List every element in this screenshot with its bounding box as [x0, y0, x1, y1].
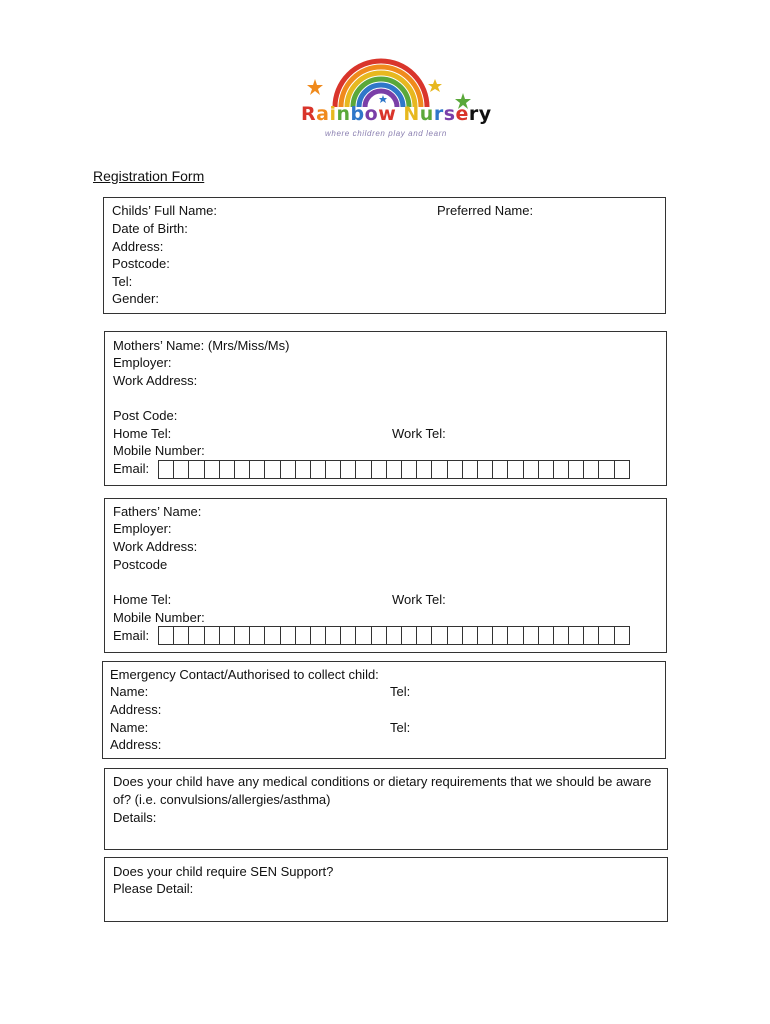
email-char-box[interactable] — [249, 460, 265, 479]
email-char-box[interactable] — [492, 460, 508, 479]
email-char-box[interactable] — [568, 460, 584, 479]
email-char-box[interactable] — [371, 460, 387, 479]
email-char-box[interactable] — [431, 626, 447, 645]
child-preferred-name-label: Preferred Name: — [437, 203, 534, 218]
email-char-box[interactable] — [477, 626, 493, 645]
mother-name-label: Mothers’ Name: (Mrs/Miss/Ms) — [113, 338, 290, 353]
email-char-box[interactable] — [371, 626, 387, 645]
email-char-box[interactable] — [386, 460, 402, 479]
mother-employer-label: Employer: — [113, 355, 172, 370]
email-char-box[interactable] — [295, 626, 311, 645]
email-char-box[interactable] — [204, 460, 220, 479]
email-char-box[interactable] — [431, 460, 447, 479]
email-char-box[interactable] — [310, 460, 326, 479]
child-full-name-label: Childs’ Full Name: — [112, 203, 217, 218]
email-char-box[interactable] — [280, 460, 296, 479]
star-icon — [428, 79, 442, 92]
star-icon — [307, 79, 323, 95]
child-dob-label: Date of Birth: — [112, 221, 188, 236]
email-char-box[interactable] — [507, 460, 523, 479]
father-work-address-label: Work Address: — [113, 539, 198, 554]
email-char-box[interactable] — [447, 460, 463, 479]
child-address-label: Address: — [112, 239, 164, 254]
mother-mobile-label: Mobile Number: — [113, 443, 205, 458]
email-char-box[interactable] — [401, 626, 417, 645]
medical-details-label: Details: — [113, 810, 157, 825]
father-employer-label: Employer: — [113, 521, 172, 536]
emergency-name-1-label: Name: — [110, 684, 149, 699]
email-char-box[interactable] — [538, 626, 554, 645]
email-char-box[interactable] — [188, 460, 204, 479]
star-icon — [379, 95, 387, 103]
email-char-box[interactable] — [416, 460, 432, 479]
email-char-box[interactable] — [598, 460, 614, 479]
mother-home-tel-label: Home Tel: — [113, 426, 172, 441]
email-char-box[interactable] — [234, 460, 250, 479]
email-char-box[interactable] — [477, 460, 493, 479]
email-char-box[interactable] — [173, 460, 189, 479]
email-char-box[interactable] — [386, 626, 402, 645]
father-work-tel-label: Work Tel: — [392, 592, 446, 607]
father-name-label: Fathers’ Name: — [113, 504, 202, 519]
email-char-box[interactable] — [219, 460, 235, 479]
email-char-box[interactable] — [249, 626, 265, 645]
email-char-box[interactable] — [553, 460, 569, 479]
email-char-box[interactable] — [173, 626, 189, 645]
sen-question: Does your child require SEN Support? — [113, 864, 334, 879]
form-title: Registration Form — [93, 168, 205, 184]
email-char-box[interactable] — [416, 626, 432, 645]
father-postcode-label: Postcode — [113, 557, 168, 572]
email-char-box[interactable] — [523, 626, 539, 645]
email-char-box[interactable] — [158, 626, 174, 645]
email-char-box[interactable] — [188, 626, 204, 645]
rainbow-nursery-logo — [275, 55, 490, 155]
email-char-box[interactable] — [447, 626, 463, 645]
email-char-box[interactable] — [234, 626, 250, 645]
logo-wordmark: Rainbow Nursery — [301, 103, 492, 125]
email-char-box[interactable] — [462, 460, 478, 479]
emergency-tel-1-label: Tel: — [390, 684, 411, 699]
child-postcode-label: Postcode: — [112, 256, 170, 271]
mother-email-label: Email: — [113, 461, 150, 476]
email-char-box[interactable] — [158, 460, 174, 479]
child-tel-label: Tel: — [112, 274, 133, 289]
father-mobile-label: Mobile Number: — [113, 610, 205, 625]
mother-work-address-label: Work Address: — [113, 373, 198, 388]
email-char-box[interactable] — [553, 626, 569, 645]
email-char-box[interactable] — [295, 460, 311, 479]
mother-email-grid[interactable] — [158, 460, 629, 479]
email-char-box[interactable] — [219, 626, 235, 645]
email-char-box[interactable] — [583, 460, 599, 479]
email-char-box[interactable] — [492, 626, 508, 645]
email-char-box[interactable] — [264, 626, 280, 645]
emergency-address-1-label: Address: — [110, 702, 162, 717]
email-char-box[interactable] — [538, 460, 554, 479]
mother-post-code-label: Post Code: — [113, 408, 178, 423]
father-email-grid[interactable] — [158, 626, 629, 645]
mother-work-tel-label: Work Tel: — [392, 426, 446, 441]
email-char-box[interactable] — [598, 626, 614, 645]
logo-tagline: where children play and learn — [325, 129, 447, 138]
email-char-box[interactable] — [280, 626, 296, 645]
father-home-tel-label: Home Tel: — [113, 592, 172, 607]
email-char-box[interactable] — [523, 460, 539, 479]
email-char-box[interactable] — [325, 626, 341, 645]
email-char-box[interactable] — [401, 460, 417, 479]
emergency-heading: Emergency Contact/Authorised to collect child: — [110, 667, 379, 682]
sen-detail-label: Please Detail: — [113, 881, 194, 896]
medical-question: Does your child have any medical conditions or dietary requirements that we should be aware of? (i.e. convulsions/allergies/asthma) — [113, 774, 652, 807]
email-char-box[interactable] — [340, 460, 356, 479]
email-char-box[interactable] — [614, 626, 630, 645]
email-char-box[interactable] — [340, 626, 356, 645]
emergency-tel-2-label: Tel: — [390, 720, 411, 735]
email-char-box[interactable] — [507, 626, 523, 645]
email-char-box[interactable] — [583, 626, 599, 645]
email-char-box[interactable] — [355, 626, 371, 645]
email-char-box[interactable] — [325, 460, 341, 479]
emergency-address-2-label: Address: — [110, 737, 162, 752]
child-gender-label: Gender: — [112, 291, 159, 306]
email-char-box[interactable] — [568, 626, 584, 645]
email-char-box[interactable] — [264, 460, 280, 479]
emergency-name-2-label: Name: — [110, 720, 149, 735]
father-email-label: Email: — [113, 628, 150, 643]
email-char-box[interactable] — [310, 626, 326, 645]
email-char-box[interactable] — [204, 626, 220, 645]
email-char-box[interactable] — [462, 626, 478, 645]
email-char-box[interactable] — [614, 460, 630, 479]
email-char-box[interactable] — [355, 460, 371, 479]
